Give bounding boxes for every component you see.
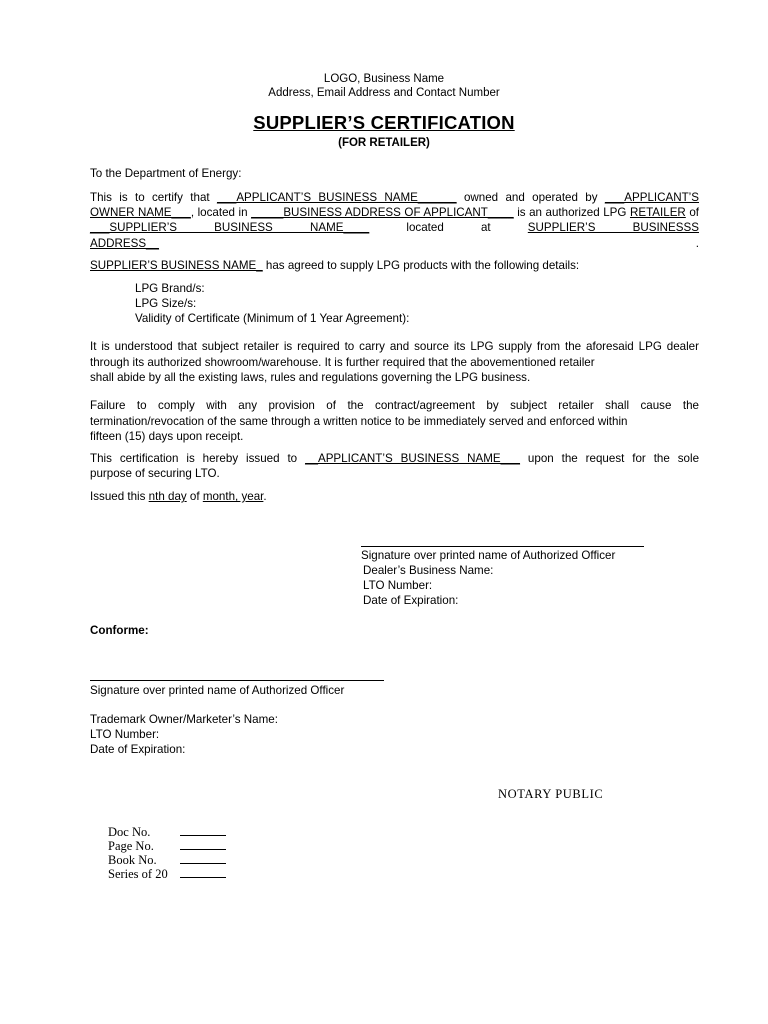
book-no-blank [180, 853, 226, 864]
addressee: To the Department of Energy: [90, 167, 242, 180]
conforme-signature-line [90, 680, 384, 681]
supplier-business-name-field: SUPPLIER’S BUSINESS NAME_ [90, 259, 263, 272]
day-field: nth day [148, 490, 187, 503]
supplier-address-field: SUPPLIER’S BUSINESSS ADDRESS__ [90, 221, 699, 250]
issued-line-2: purpose of securing LTO. [90, 467, 220, 480]
series-row: Series of 20 [108, 867, 226, 881]
owner-name-field: OWNER NAME___ [90, 206, 191, 219]
supplier-name-field: ___SUPPLIER’S BUSINESS NAME____ [90, 221, 370, 234]
understood-paragraph: It is understood that subject retailer is required to carry and source its LPG supply from the aforesaid LPG dealer through its authorized showroom/warehouse. It is further required that the abovementioned retailer shall abide by all the existing laws, rules and regulations governing the LPG business. [90, 340, 699, 384]
book-no-row: Book No. [108, 853, 226, 867]
issued-date-line: Issued this nth day of month, year. [90, 490, 267, 503]
retailer-word: RETAILER [629, 206, 686, 219]
trademark-owner-label: Trademark Owner/Marketer’s Name: [90, 713, 278, 726]
lpg-brand-label: LPG Brand/s: [135, 282, 205, 295]
doc-no-row: Doc No. [108, 825, 226, 839]
notary-public-heading: NOTARY PUBLIC [498, 787, 604, 801]
applicant-owner-field: ___APPLICANT’S [604, 191, 699, 204]
trademark-expiration-label: Date of Expiration: [90, 743, 186, 756]
dealer-signature-line [361, 546, 644, 547]
letterhead-logo-line: LOGO, Business Name [323, 73, 445, 85]
dealer-expiration-label: Date of Expiration: [363, 594, 459, 607]
letterhead-address-line: Address, Email Address and Contact Number [268, 87, 500, 99]
series-blank [180, 867, 226, 878]
supply-paragraph: SUPPLIER’S BUSINESS NAME_ has agreed to supply LPG products with the following details: [90, 259, 580, 272]
conforme-signature-caption: Signature over printed name of Authorized Officer [90, 684, 345, 697]
issued-applicant-name-field: __APPLICANT’S BUSINESS NAME___ [305, 452, 521, 465]
validity-label: Validity of Certificate (Minimum of 1 Year Agreement): [135, 312, 410, 325]
dealer-business-name-label: Dealer’s Business Name: [363, 564, 494, 577]
page-no-blank [180, 839, 226, 850]
issued-line-1: This certification is hereby issued to __APPLICANT’S BUSINESS NAME___ upon the request for the sole [90, 452, 700, 465]
lpg-size-label: LPG Size/s: [135, 297, 197, 310]
document-title: SUPPLIER’S CERTIFICATION [253, 112, 515, 133]
cert-line-1: This is to certify that ___APPLICANT’S BUSINESS NAME______ owned and operated by ___APPLICANT’S [90, 191, 699, 204]
applicant-business-name-field: ___APPLICANT’S BUSINESS NAME______ [216, 191, 457, 204]
page-no-row: Page No. [108, 839, 226, 853]
trademark-lto-label: LTO Number: [90, 728, 160, 741]
cert-line-2: OWNER NAME___, located in _____BUSINESS ADDRESS OF APPLICANT____ is an authorized LPG RETAILER of [90, 206, 700, 219]
month-year-field: month, year [202, 490, 264, 503]
failure-paragraph: Failure to comply with any provision of the contract/agreement by subject retailer shall cause the termination/revocation of the same through a written notice to be immediately served and enforced within fifteen (15) days upon receipt. [90, 399, 699, 443]
dealer-lto-label: LTO Number: [363, 579, 433, 592]
conforme-label: Conforme: [90, 624, 149, 637]
cert-line-3: ___SUPPLIER’S BUSINESS NAME____ located at SUPPLIER’S BUSINESSS ADDRESS__ . [90, 221, 699, 250]
doc-no-blank [180, 825, 226, 836]
applicant-address-field: _____BUSINESS ADDRESS OF APPLICANT____ [251, 206, 514, 219]
document-subtitle: (FOR RETAILER) [338, 137, 430, 149]
dealer-signature-caption: Signature over printed name of Authorized Officer [361, 549, 616, 562]
